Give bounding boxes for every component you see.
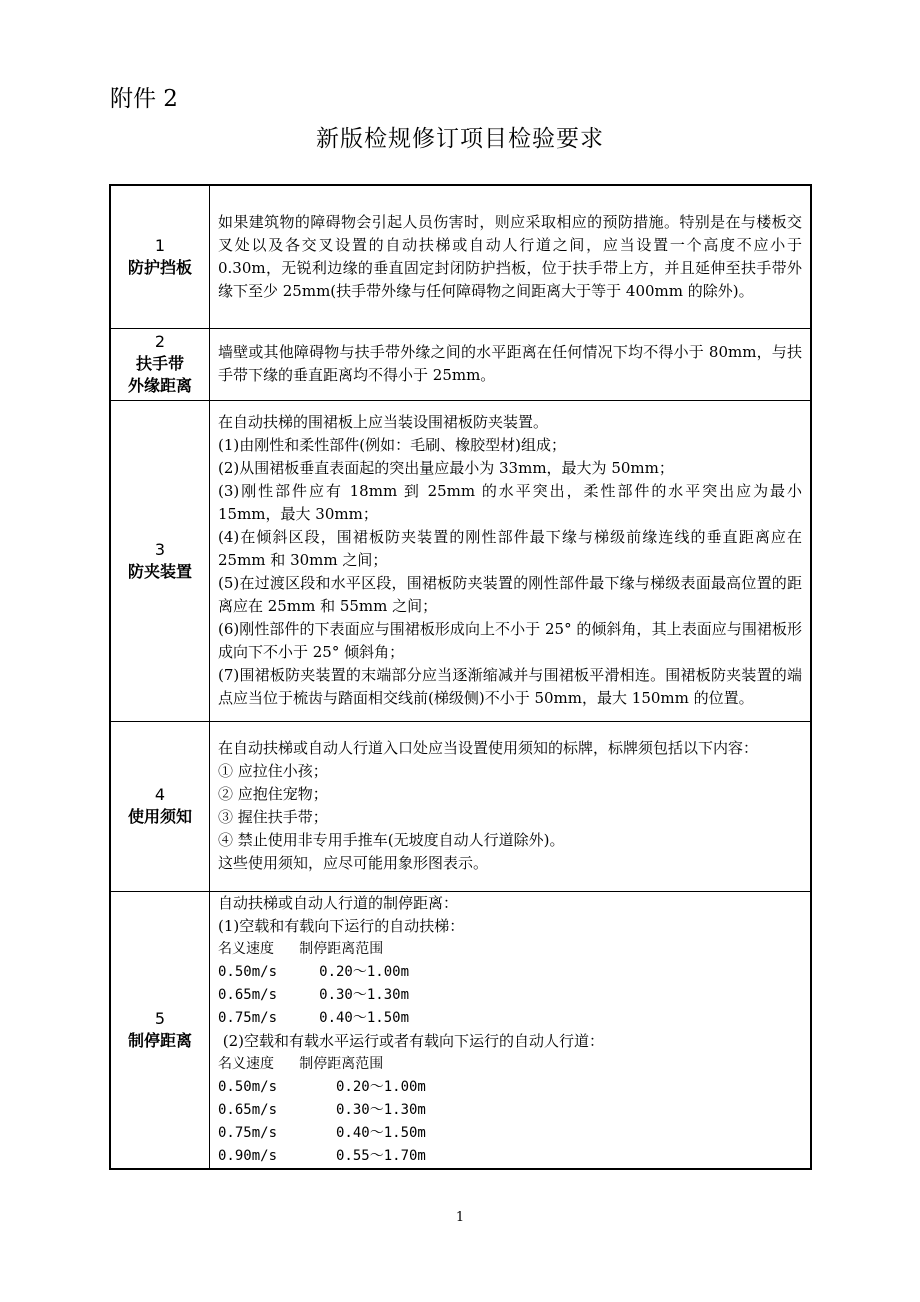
content-line: (3)刚性部件应有 18mm 到 25mm 的水平突出，柔性部件的水平突出应为最小 15mm，最大 30mm；	[218, 482, 802, 523]
row-content-5	[210, 891, 812, 1169]
row-title: 制停距离	[127, 1030, 192, 1050]
content-line: (6)刚性部件的下表面应与围裙板形成向上不小于 25° 的倾斜角，其上表面应与围裙板形成向下不小于 25° 倾斜角；	[218, 620, 802, 661]
row-label-3	[110, 400, 210, 721]
content-line: 在自动扶梯或自动人行道入口处应当设置使用须知的标牌，标牌须包括以下内容：	[218, 739, 759, 757]
attachment-label: 附件 2	[110, 86, 178, 112]
speed-row: 0.50m/s 0.20～1.00m	[218, 963, 410, 980]
row-label-4	[110, 721, 210, 891]
content-line: (2)从围裙板垂直表面起的突出量应最小为 33mm，最大为 50mm；	[218, 459, 674, 477]
speed-row: 0.75m/s 0.40～1.50m	[218, 1124, 426, 1141]
page-number: 1	[455, 1210, 465, 1225]
row-number: 1	[154, 235, 166, 255]
row-title-line: 扶手带	[135, 354, 184, 373]
table-row	[110, 185, 811, 328]
speed-row: 0.50m/s 0.20～1.00m	[218, 1078, 426, 1095]
speed-row: 0.65m/s 0.30～1.30m	[218, 986, 410, 1003]
table-row	[110, 721, 811, 891]
speed-row: 0.75m/s 0.40～1.50m	[218, 1009, 410, 1026]
requirements-table	[109, 184, 812, 1170]
section-heading: (2)空载和有载水平运行或者有载向下运行的自动人行道：	[218, 1031, 605, 1050]
content-line: (4)在倾斜区段，围裙板防夹装置的刚性部件最下缘与梯级前缘连线的垂直距离应在 25mm 和 30mm 之间；	[218, 528, 802, 569]
row-title: 防护挡板	[127, 257, 192, 277]
content-line: 这些使用须知，应尽可能用象形图表示。	[218, 854, 489, 872]
row-title: 使用须知	[127, 807, 192, 826]
document-title: 新版检规修订项目检验要求	[316, 126, 604, 152]
row-number: 3	[154, 539, 166, 559]
content-line: 自动扶梯或自动人行道的制停距离：	[218, 893, 459, 912]
speed-row: 0.65m/s 0.30～1.30m	[218, 1101, 426, 1118]
content-line: (7)围裙板防夹装置的末端部分应当逐渐缩减并与围裙板平滑相连。围裙板防夹装置的端点应当位于梳齿与踏面相交线前(梯级侧)不小于 50mm，最大 150mm 的位置。	[218, 666, 802, 707]
content-line: (5)在过渡区段和水平区段，围裙板防夹装置的刚性部件最下缘与梯级表面最高位置的距离应在 25mm 和 55mm 之间；	[218, 574, 802, 615]
row-content-2	[210, 328, 812, 400]
table-row	[110, 400, 811, 721]
content-line: (1)由刚性和柔性部件(例如：毛刷、橡胶型材)组成；	[218, 436, 566, 454]
section-heading: (1)空载和有载向下运行的自动扶梯：	[218, 916, 465, 935]
content-line: ① 应拉住小孩；	[218, 762, 328, 780]
content-line: 在自动扶梯的围裙板上应当装设围裙板防夹装置。	[218, 413, 549, 431]
row-number: 5	[154, 1008, 166, 1028]
row-label-2	[110, 328, 210, 400]
row-label-5	[110, 891, 210, 1169]
row-number: 4	[154, 785, 166, 804]
column-header: 名义速度 制停距离范围	[218, 940, 384, 957]
row-content-1	[210, 185, 812, 328]
row-label-1	[110, 185, 210, 328]
content-line: ② 应抱住宠物；	[218, 785, 328, 803]
speed-row: 0.90m/s 0.55～1.70m	[218, 1147, 426, 1164]
row-number: 2	[154, 332, 166, 351]
table-row	[110, 891, 811, 1169]
row-title: 防夹装置	[127, 561, 192, 581]
row-title-line: 外缘距离	[127, 376, 192, 395]
content-text: 墙壁或其他障碍物与扶手带外缘之间的水平距离在任何情况下均不得小于 80mm，与扶手带下缘的垂直距离均不得小于 25mm。	[218, 343, 802, 384]
content-line: ④ 禁止使用非专用手推车(无坡度自动人行道除外)。	[218, 831, 565, 849]
row-content-4	[210, 721, 812, 891]
content-line: ③ 握住扶手带；	[218, 808, 328, 826]
row-content-3	[210, 400, 812, 721]
content-text: 如果建筑物的障碍物会引起人员伤害时，则应采取相应的预防措施。特别是在与楼板交叉处以及各交叉设置的自动扶梯或自动人行道之间，应当设置一个高度不应小于 0.30m，无锐利边缘的垂直固定封闭防护挡板，位于扶手带上方，并且延伸至扶手带外缘下至少 25mm(扶手带外缘与任何障碍物之间距离大于等于 400mm 的除外)。	[218, 212, 802, 300]
column-header: 名义速度 制停距离范围	[218, 1055, 384, 1072]
table-row	[110, 328, 811, 400]
